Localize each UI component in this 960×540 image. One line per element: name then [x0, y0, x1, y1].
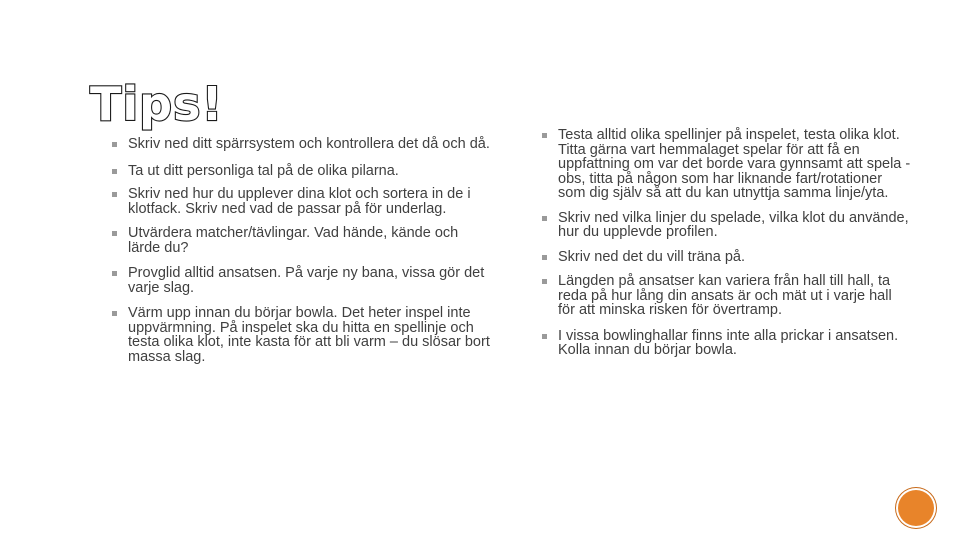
list-item-text: Värm upp innan du börjar bowla. Det heter inspel inte uppvärmning. På inspelet ska du hitta en spellinje och testa olika klot, inte kasta för att bli varm – du slösar bort massa slag. — [128, 305, 490, 365]
square-bullet-icon — [112, 142, 117, 147]
square-bullet-icon — [542, 334, 547, 339]
square-bullet-icon — [112, 192, 117, 197]
square-bullet-icon — [542, 279, 547, 284]
list-item — [112, 226, 492, 255]
left-bullet-list — [112, 137, 492, 375]
list-item — [542, 250, 912, 265]
slide-title: Tips! — [90, 77, 224, 131]
list-item-text: Utvärdera matcher/tävlingar. Vad hände, kände och lärde du? — [128, 225, 459, 256]
slide-number-badge-icon — [898, 490, 934, 526]
list-item-text: Längden på ansatser kan variera från hall till hall, ta reda på hur lång din ansats är och mät ut i varje hall för att minska risken för övertramp. — [558, 273, 892, 318]
list-item-text: Testa alltid olika spellinjer på inspelet, testa olika klot. Titta gärna vart hemmalaget spelar för att få en uppfattning om var det borde vara gynnsamt att spela - obs, titta på någon som har liknande fart/rotationer som dig själv så att du kan utnyttja samma linje/yta. — [558, 127, 911, 201]
list-item — [542, 211, 912, 240]
list-item — [112, 137, 492, 152]
list-item-text: Ta ut ditt personliga tal på de olika pilarna. — [128, 162, 399, 179]
square-bullet-icon — [112, 169, 117, 174]
list-item — [112, 164, 492, 179]
square-bullet-icon — [542, 255, 547, 260]
list-item — [542, 128, 912, 201]
list-item — [112, 266, 492, 295]
list-item-text: Skriv ned hur du upplever dina klot och sortera in de i klotfack. Skriv ned vad de passar på för underlag. — [128, 186, 471, 217]
right-bullet-list — [542, 128, 912, 358]
square-bullet-icon — [542, 216, 547, 221]
list-item-text: Provglid alltid ansatsen. På varje ny bana, vissa gör det varje slag. — [128, 265, 485, 296]
square-bullet-icon — [112, 231, 117, 236]
list-item-text: Skriv ned ditt spärrsystem och kontrollera det då och då. — [128, 136, 490, 152]
list-item — [112, 187, 492, 216]
list-item — [542, 274, 912, 318]
list-item — [542, 329, 912, 358]
square-bullet-icon — [112, 311, 117, 316]
square-bullet-icon — [112, 271, 117, 276]
square-bullet-icon — [542, 133, 547, 138]
list-item-text: Skriv ned det du vill träna på. — [558, 248, 745, 265]
list-item — [112, 306, 492, 364]
list-item-text: Skriv ned vilka linjer du spelade, vilka klot du använde, hur du upplevde profilen. — [558, 209, 909, 240]
list-item-text: I vissa bowlinghallar finns inte alla prickar i ansatsen. Kolla innan du börjar bowla. — [558, 327, 899, 358]
